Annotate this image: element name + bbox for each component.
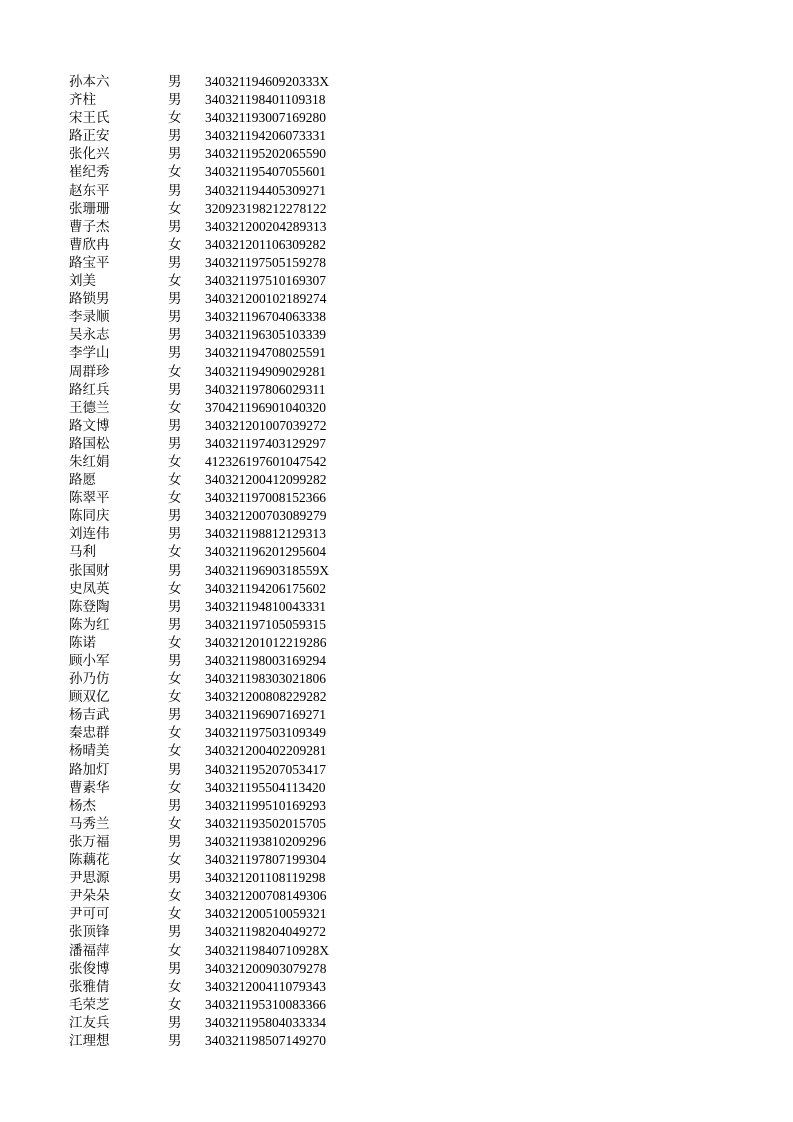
name-cell: 陈诺: [69, 634, 96, 651]
sex-cell: 女: [168, 236, 182, 253]
sex-cell: 男: [168, 74, 182, 90]
sex-cell: 女: [168, 906, 182, 923]
id-number-cell: 340321194206073331: [205, 128, 326, 144]
id-number-cell: 340321199510169293: [205, 797, 326, 813]
id-number-cell: 340321196907169271: [205, 707, 326, 723]
name-cell: 路愿: [69, 472, 96, 489]
id-number-cell: 340321196305103339: [205, 327, 326, 343]
id-number-cell: 340321200808229282: [205, 689, 327, 705]
id-number-cell: 340321195504113420: [205, 779, 326, 795]
id-number-cell: 340321196704063338: [205, 309, 326, 325]
sex-cell: 男: [168, 309, 182, 326]
id-number-cell: 340321198401109318: [205, 92, 326, 108]
id-number-cell: 340321198507149270: [205, 1032, 326, 1048]
table-row: [0, 254, 793, 272]
sex-cell: 男: [168, 218, 182, 235]
table-row: [0, 833, 793, 851]
name-cell: 齐柱: [69, 92, 96, 109]
id-number-cell: 340321200412099282: [205, 472, 327, 488]
sex-cell: 女: [168, 544, 182, 561]
name-cell: 毛荣芝: [69, 996, 110, 1013]
table-row: [0, 109, 793, 127]
id-number-cell: 340321201108119298: [205, 870, 326, 886]
name-cell: 张顶锋: [69, 924, 110, 941]
table-row: [0, 688, 793, 706]
sex-cell: 女: [168, 779, 182, 796]
sex-cell: 男: [168, 146, 182, 163]
name-cell: 陈登陶: [69, 598, 110, 615]
name-cell: 杨晴美: [69, 743, 110, 760]
table-row: [0, 471, 793, 489]
name-cell: 李录顺: [69, 309, 110, 326]
table-row: [0, 724, 793, 742]
table-row: [0, 996, 793, 1014]
name-cell: 曹素华: [69, 779, 110, 796]
name-cell: 张珊珊: [69, 200, 110, 217]
table-row: [0, 182, 793, 200]
name-cell: 刘连伟: [69, 526, 110, 543]
sex-cell: 女: [168, 942, 182, 959]
table-row: [0, 91, 793, 109]
sex-cell: 男: [168, 526, 182, 543]
sex-cell: 男: [168, 345, 182, 362]
id-number-cell: 34032119840710928X: [205, 942, 329, 958]
id-number-cell: 340321201012219286: [205, 634, 327, 650]
table-row: [0, 344, 793, 362]
sex-cell: 女: [168, 996, 182, 1013]
name-cell: 张俊博: [69, 960, 110, 977]
sex-cell: 女: [168, 472, 182, 489]
name-cell: 赵东平: [69, 182, 110, 199]
table-row: [0, 616, 793, 634]
sex-cell: 女: [168, 689, 182, 706]
sex-cell: 女: [168, 399, 182, 416]
table-row: [0, 960, 793, 978]
name-cell: 陈同庆: [69, 508, 110, 525]
id-number-cell: 340321197403129297: [205, 435, 326, 451]
sex-cell: 男: [168, 707, 182, 724]
table-row: [0, 742, 793, 760]
sex-cell: 女: [168, 453, 182, 470]
sex-cell: 女: [168, 164, 182, 181]
name-cell: 路国松: [69, 435, 110, 452]
roster-table: [0, 73, 793, 1050]
name-cell: 路红兵: [69, 381, 110, 398]
table-row: [0, 290, 793, 308]
name-cell: 马秀兰: [69, 815, 110, 832]
sex-cell: 男: [168, 653, 182, 669]
id-number-cell: 340321195207053417: [205, 761, 326, 777]
table-row: [0, 562, 793, 580]
name-cell: 王德兰: [69, 399, 110, 416]
table-row: [0, 887, 793, 905]
id-number-cell: 34032119690318559X: [205, 562, 329, 578]
id-number-cell: 340321200708149306: [205, 888, 327, 904]
name-cell: 路宝平: [69, 254, 110, 271]
id-number-cell: 340321197505159278: [205, 254, 326, 270]
id-number-cell: 340321200411079343: [205, 978, 326, 994]
name-cell: 秦忠群: [69, 725, 110, 742]
id-number-cell: 340321200703089279: [205, 508, 327, 524]
id-number-cell: 340321195310083366: [205, 996, 326, 1012]
table-row: [0, 363, 793, 381]
table-row: [0, 706, 793, 724]
sex-cell: 女: [168, 110, 182, 127]
id-number-cell: 340321200903079278: [205, 960, 327, 976]
name-cell: 曹子杰: [69, 218, 110, 235]
id-number-cell: 340321198812129313: [205, 526, 326, 542]
table-row: [0, 200, 793, 218]
id-number-cell: 340321200510059321: [205, 906, 327, 922]
id-number-cell: 340321195804033334: [205, 1014, 326, 1030]
id-number-cell: 340321194810043331: [205, 598, 326, 614]
table-row: [0, 399, 793, 417]
name-cell: 顾双亿: [69, 689, 110, 706]
table-row: [0, 923, 793, 941]
name-cell: 张化兴: [69, 146, 110, 163]
sex-cell: 男: [168, 1032, 182, 1049]
sex-cell: 女: [168, 671, 182, 688]
name-cell: 陈藕花: [69, 852, 110, 869]
name-cell: 吴永志: [69, 327, 110, 344]
name-cell: 宋王氏: [69, 110, 110, 127]
id-number-cell: 340321198003169294: [205, 653, 326, 668]
table-row: [0, 435, 793, 453]
table-row: [0, 543, 793, 561]
name-cell: 孙乃仿: [69, 671, 110, 688]
table-row: [0, 308, 793, 326]
name-cell: 刘美: [69, 273, 96, 290]
name-cell: 朱红娟: [69, 453, 110, 470]
sex-cell: 男: [168, 598, 182, 615]
name-cell: 尹可可: [69, 906, 110, 923]
table-row: [0, 1032, 793, 1050]
id-number-cell: 340321194206175602: [205, 580, 326, 596]
sex-cell: 女: [168, 888, 182, 905]
id-number-cell: 340321198303021806: [205, 671, 326, 687]
name-cell: 史凤英: [69, 580, 110, 597]
sex-cell: 男: [168, 1014, 182, 1031]
table-row: [0, 489, 793, 507]
id-number-cell: 340321193502015705: [205, 815, 326, 831]
sex-cell: 男: [168, 761, 182, 778]
table-row: [0, 978, 793, 996]
name-cell: 李学山: [69, 345, 110, 362]
table-row: [0, 272, 793, 290]
sex-cell: 男: [168, 508, 182, 525]
table-row: [0, 670, 793, 688]
table-row: [0, 942, 793, 960]
sex-cell: 男: [168, 254, 182, 271]
name-cell: 周群珍: [69, 363, 110, 380]
sex-cell: 男: [168, 797, 182, 814]
table-row: [0, 73, 793, 91]
sex-cell: 男: [168, 128, 182, 145]
table-row: [0, 869, 793, 887]
name-cell: 马利: [69, 544, 96, 561]
table-row: [0, 652, 793, 670]
id-number-cell: 34032119460920333X: [205, 74, 329, 89]
sex-cell: 男: [168, 417, 182, 434]
sex-cell: 女: [168, 273, 182, 290]
name-cell: 路锁男: [69, 291, 110, 308]
id-number-cell: 340321194909029281: [205, 363, 326, 379]
table-row: [0, 797, 793, 815]
name-cell: 张万福: [69, 833, 110, 850]
name-cell: 曹欣冉: [69, 236, 110, 253]
name-cell: 张国财: [69, 562, 110, 579]
id-number-cell: 370421196901040320: [205, 399, 326, 415]
table-row: [0, 634, 793, 652]
sex-cell: 女: [168, 978, 182, 995]
name-cell: 路加灯: [69, 761, 110, 778]
name-cell: 路正安: [69, 128, 110, 145]
sex-cell: 女: [168, 634, 182, 651]
table-row: [0, 905, 793, 923]
sex-cell: 男: [168, 327, 182, 344]
table-row: [0, 127, 793, 145]
id-number-cell: 340321197503109349: [205, 725, 326, 741]
table-row: [0, 851, 793, 869]
sex-cell: 女: [168, 490, 182, 507]
name-cell: 陈为红: [69, 616, 110, 633]
sex-cell: 女: [168, 200, 182, 217]
id-number-cell: 340321197008152366: [205, 490, 326, 506]
id-number-cell: 340321200402209281: [205, 743, 327, 759]
id-number-cell: 340321200102189274: [205, 291, 327, 307]
sex-cell: 女: [168, 852, 182, 869]
table-row: [0, 815, 793, 833]
table-row: [0, 163, 793, 181]
sex-cell: 男: [168, 182, 182, 199]
table-row: [0, 236, 793, 254]
table-row: [0, 218, 793, 236]
sex-cell: 男: [168, 870, 182, 887]
table-row: [0, 453, 793, 471]
id-number-cell: 340321201007039272: [205, 417, 327, 433]
sex-cell: 女: [168, 363, 182, 380]
table-row: [0, 580, 793, 598]
id-number-cell: 340321197807199304: [205, 852, 326, 868]
name-cell: 尹思源: [69, 870, 110, 887]
table-row: [0, 1014, 793, 1032]
sex-cell: 男: [168, 924, 182, 941]
name-cell: 杨杰: [69, 797, 96, 814]
name-cell: 顾小军: [69, 653, 110, 669]
sex-cell: 女: [168, 725, 182, 742]
id-number-cell: 340321196201295604: [205, 544, 326, 560]
name-cell: 杨吉武: [69, 707, 110, 724]
id-number-cell: 340321198204049272: [205, 924, 326, 940]
id-number-cell: 412326197601047542: [205, 453, 327, 469]
id-number-cell: 340321195407055601: [205, 164, 326, 180]
id-number-cell: 340321195202065590: [205, 146, 326, 162]
table-row: [0, 507, 793, 525]
table-row: [0, 381, 793, 399]
name-cell: 陈翠平: [69, 490, 110, 507]
sex-cell: 男: [168, 616, 182, 633]
id-number-cell: 340321193810209296: [205, 833, 326, 849]
sex-cell: 男: [168, 833, 182, 850]
name-cell: 张雅倩: [69, 978, 110, 995]
id-number-cell: 340321193007169280: [205, 110, 326, 126]
id-number-cell: 340321197806029311: [205, 381, 326, 397]
table-row: [0, 417, 793, 435]
name-cell: 江友兵: [69, 1014, 110, 1031]
id-number-cell: 340321197510169307: [205, 273, 326, 289]
name-cell: 崔纪秀: [69, 164, 110, 181]
name-cell: 潘福萍: [69, 942, 110, 959]
sex-cell: 男: [168, 435, 182, 452]
table-row: [0, 779, 793, 797]
sex-cell: 男: [168, 291, 182, 308]
name-cell: 孙本六: [69, 74, 110, 90]
id-number-cell: 340321194708025591: [205, 345, 326, 361]
id-number-cell: 340321201106309282: [205, 236, 326, 252]
table-row: [0, 145, 793, 163]
id-number-cell: 340321197105059315: [205, 616, 326, 632]
sex-cell: 男: [168, 960, 182, 977]
sex-cell: 男: [168, 562, 182, 579]
name-cell: 路文博: [69, 417, 110, 434]
table-row: [0, 525, 793, 543]
sex-cell: 女: [168, 580, 182, 597]
id-number-cell: 340321194405309271: [205, 182, 326, 198]
sex-cell: 男: [168, 381, 182, 398]
sex-cell: 男: [168, 92, 182, 109]
id-number-cell: 320923198212278122: [205, 200, 327, 216]
name-cell: 尹朵朵: [69, 888, 110, 905]
table-row: [0, 326, 793, 344]
name-cell: 江理想: [69, 1032, 110, 1049]
sex-cell: 女: [168, 815, 182, 832]
id-number-cell: 340321200204289313: [205, 218, 327, 234]
table-row: [0, 761, 793, 779]
table-row: [0, 598, 793, 616]
sex-cell: 女: [168, 743, 182, 760]
